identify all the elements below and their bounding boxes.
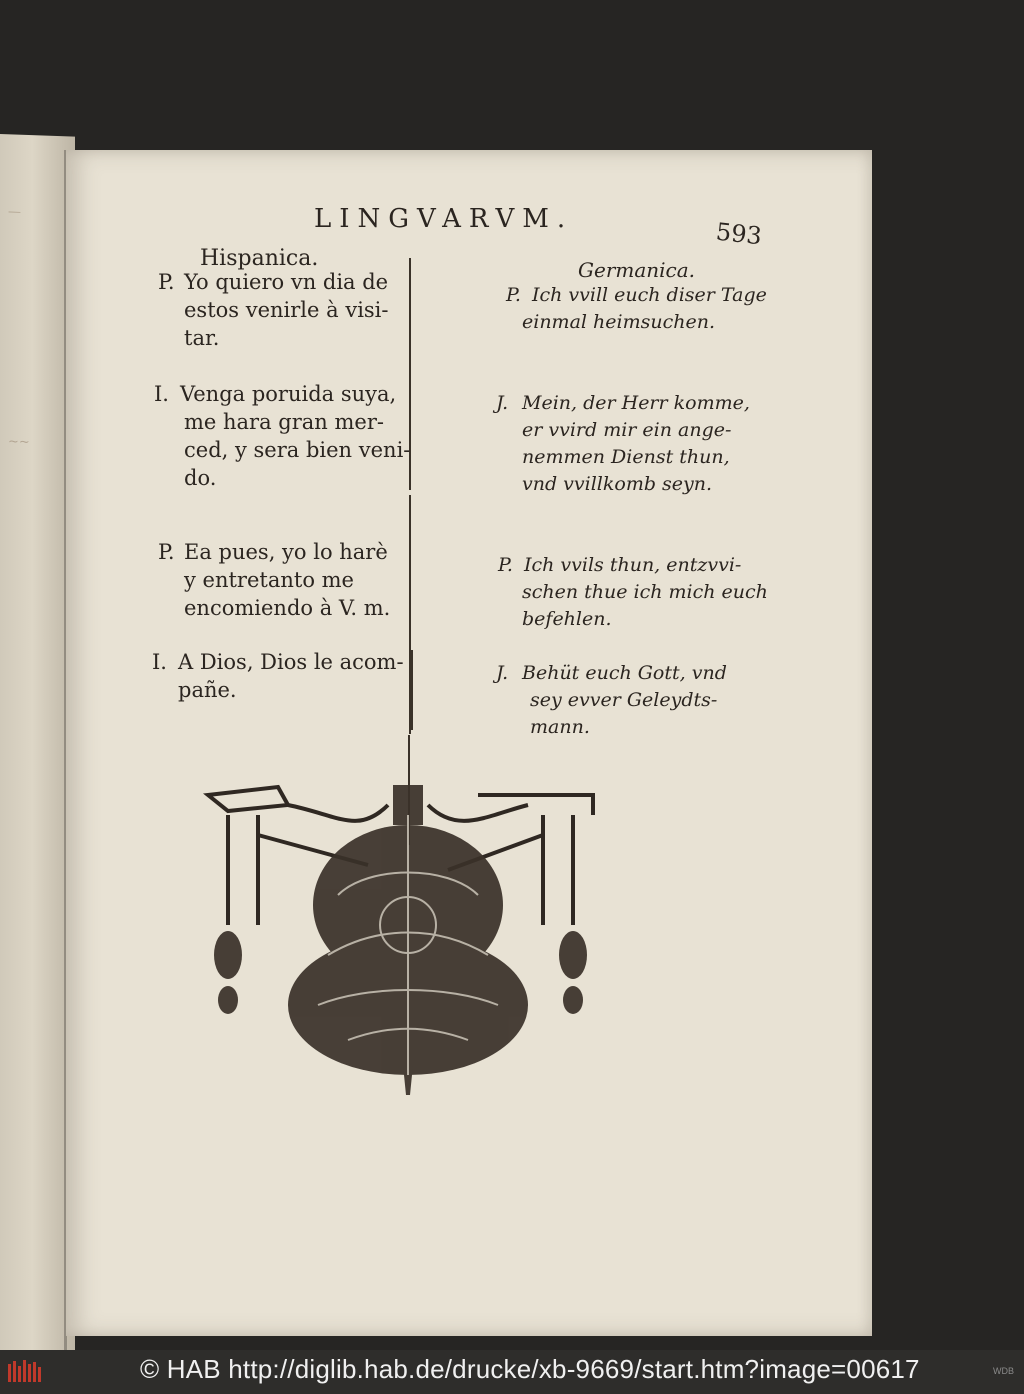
spanish-entry	[154, 380, 410, 492]
text-line: tar.	[184, 326, 220, 350]
text-line: schen thue ich mich euch	[522, 581, 768, 603]
text-line: estos venirle à visi-	[184, 298, 389, 322]
text-line: vnd vvillkomb seyn.	[522, 473, 713, 495]
text-line: er vvird mir ein ange-	[522, 419, 732, 441]
speaker-mark: J.	[496, 392, 509, 414]
spanish-entry	[158, 538, 390, 622]
text-line: y entretanto me	[184, 568, 354, 592]
text-line: pañe.	[178, 678, 237, 702]
german-entry	[496, 660, 727, 741]
book-page	[66, 150, 872, 1336]
text-line: befehlen.	[522, 608, 612, 630]
german-entry	[496, 390, 750, 498]
text-line: einmal heimsuchen.	[522, 311, 715, 333]
text-line: me hara gran mer-	[184, 410, 384, 434]
text-line: nemmen Dienst thun,	[522, 446, 730, 468]
speaker-mark: P.	[506, 284, 521, 306]
speaker-mark: I.	[152, 650, 167, 674]
speaker-mark: P.	[498, 554, 513, 576]
text-line: Ich vvils thun, entzvvi-	[524, 554, 742, 576]
page-number: 593	[714, 217, 764, 251]
text-line: Behüt euch Gott, vnd	[522, 662, 727, 684]
text-line: Mein, der Herr komme,	[522, 392, 750, 414]
text-line: Ea pues, yo lo harè	[184, 540, 388, 564]
german-entry	[506, 282, 767, 336]
facing-page-edge: — ~~	[0, 133, 75, 1350]
text-line: Venga poruida suya,	[180, 382, 397, 406]
text-line: encomiendo à V. m.	[184, 596, 391, 620]
speaker-mark: J.	[496, 662, 509, 684]
column-rule	[409, 650, 411, 732]
spanish-entry	[152, 648, 404, 704]
german-entry	[498, 552, 768, 633]
spanish-column-heading: Hispanica.	[200, 246, 319, 271]
speaker-mark: P.	[158, 270, 175, 294]
text-line: ced, y sera bien veni-	[184, 438, 411, 462]
hab-logo-icon	[6, 1358, 46, 1384]
woodcut-ornament	[198, 775, 618, 1120]
speaker-mark: P.	[158, 540, 175, 564]
text-line: A Dios, Dios le acom-	[178, 650, 404, 674]
copyright-link[interactable]: © HAB http://diglib.hab.de/drucke/xb-9669/start.htm?image=00617	[140, 1354, 920, 1384]
speaker-mark: I.	[154, 382, 169, 406]
text-line: Ich vvill euch diser Tage	[532, 284, 767, 306]
footer-bar	[0, 1350, 1024, 1394]
spanish-entry	[158, 268, 389, 352]
text-line: Yo quiero vn dia de	[184, 270, 389, 294]
running-head: LINGVARVM.	[314, 204, 574, 234]
text-line: mann.	[530, 716, 590, 738]
corner-tag: WDB	[993, 1366, 1014, 1376]
column-rule	[411, 650, 413, 730]
text-line: do.	[184, 466, 217, 490]
text-line: sey evver Geleydts-	[530, 689, 718, 711]
german-column-heading: Germanica.	[578, 258, 696, 282]
